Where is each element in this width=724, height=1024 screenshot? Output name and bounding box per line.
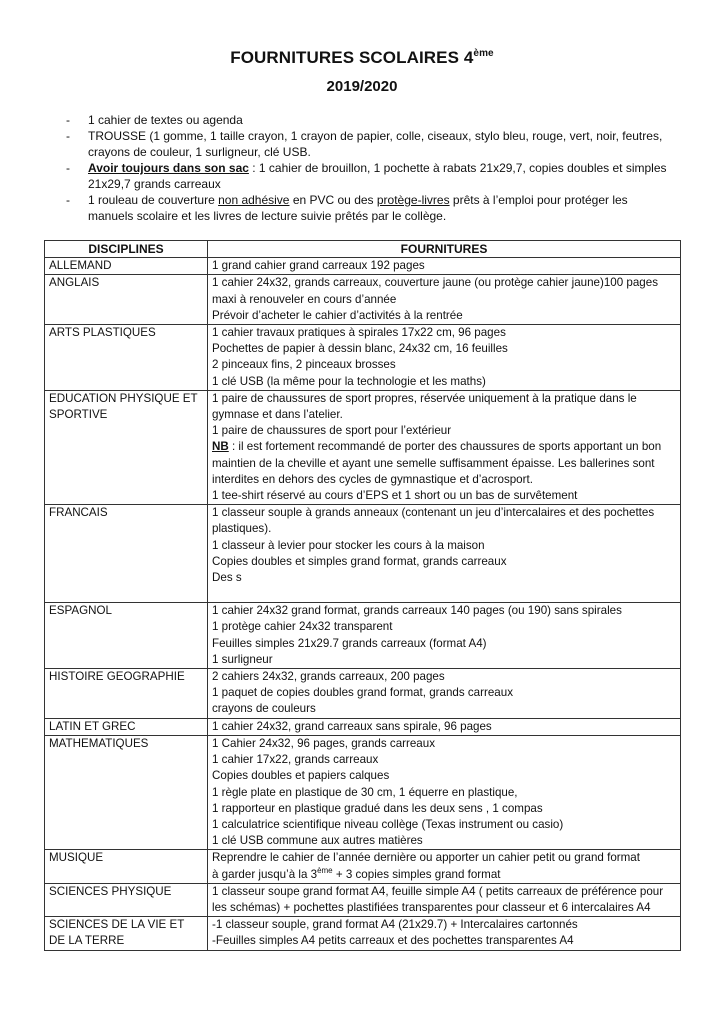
- supply-line: [212, 867, 676, 883]
- supplies-cell: [208, 603, 681, 669]
- intro-item-text: TROUSSE (1 gomme, 1 taille crayon, 1 crayon de papier, colle, ciseaux, stylo bleu, rouge, vert, noir, feutres, crayons de couleur, 1 surligneur, clé USB.: [88, 129, 663, 159]
- supplies-cell: [208, 917, 681, 950]
- supply-line: 2 cahiers 24x32, grands carreaux, 200 pages: [212, 670, 445, 684]
- nb-label: NB: [212, 440, 229, 454]
- intro-item: [66, 112, 676, 128]
- table-row: [45, 275, 681, 325]
- supplies-cell: [208, 850, 681, 883]
- header-fournitures: FOURNITURES: [208, 241, 681, 258]
- intro-underlined: non adhésive: [218, 193, 290, 207]
- discipline-cell: FRANCAIS: [45, 505, 208, 603]
- supply-line: 1 calculatrice scientifique niveau collège (Texas instrument ou casio): [212, 817, 564, 831]
- header-disciplines: DISCIPLINES: [45, 241, 208, 258]
- supplies-cell: [208, 390, 681, 504]
- school-year: 2019/2020: [326, 78, 398, 95]
- intro-item: [66, 128, 676, 160]
- discipline-cell: ANGLAIS: [45, 275, 208, 325]
- intro-item-text: 1 cahier de textes ou agenda: [88, 113, 243, 127]
- ordinal-superscript: ème: [317, 865, 333, 875]
- discipline-cell: HISTOIRE GEOGRAPHIE: [45, 669, 208, 719]
- table-row: [45, 718, 681, 735]
- supply-line: 1 tee-shirt réservé au cours d’EPS et 1 short ou un bas de survêtement: [212, 489, 578, 503]
- supply-line: Reprendre le cahier de l’année dernière ou apporter un cahier petit ou grand format: [212, 851, 640, 865]
- discipline-cell: SCIENCES PHYSIQUE: [45, 883, 208, 916]
- intro-item-text: en PVC ou des: [289, 193, 377, 207]
- supply-line: -1 classeur souple, grand format A4 (21x29.7) + Intercalaires cartonnés: [212, 918, 578, 932]
- supply-line: Prévoir d’acheter le cahier d’activités à la rentrée: [212, 308, 463, 322]
- supply-line: -Feuilles simples A4 petits carreaux et des pochettes transparentes A4: [212, 934, 574, 948]
- supplies-cell: [208, 735, 681, 849]
- intro-item-text: 1 rouleau de couverture: [88, 193, 219, 207]
- intro-emphasis: Avoir toujours dans son sac: [88, 161, 249, 175]
- supply-line: 1 cahier 17x22, grands carreaux: [212, 753, 379, 767]
- supply-line: 1 paquet de copies doubles grand format, grands carreaux: [212, 686, 513, 700]
- supply-line: 1 paire de chaussures de sport pour l’extérieur: [212, 424, 452, 438]
- discipline-cell: ALLEMAND: [45, 258, 208, 275]
- supplies-cell: [208, 505, 681, 603]
- supply-line: 1 classeur souple à grands anneaux (contenant un jeu d’intercalaires et des pochettes plastiques).: [212, 506, 655, 536]
- discipline-cell: EDUCATION PHYSIQUE ET SPORTIVE: [45, 390, 208, 504]
- supplies-cell: [208, 258, 681, 275]
- intro-item-text: : 1 cahier de brouillon, 1 pochette à rabats 21x29,7, copies doubles et simples 21x29,7 grands carreaux: [88, 161, 667, 191]
- table-row: [45, 390, 681, 504]
- supply-line: 1 clé USB (la même pour la technologie et les maths): [212, 374, 486, 388]
- intro-underlined: protège-livres: [376, 193, 450, 207]
- discipline-cell: MUSIQUE: [45, 850, 208, 883]
- table-row: [45, 505, 681, 603]
- title-text: FOURNITURES SCOLAIRES 4: [230, 48, 474, 67]
- supply-line: Feuilles simples 21x29.7 grands carreaux (format A4): [212, 636, 487, 650]
- supply-line: crayons de couleurs: [212, 702, 316, 716]
- supply-text: + 3 copies simples grand format: [332, 867, 501, 881]
- discipline-cell: ARTS PLASTIQUES: [45, 325, 208, 391]
- page-title: [0, 48, 724, 68]
- blank-line: [212, 586, 676, 602]
- discipline-cell: MATHEMATIQUES: [45, 735, 208, 849]
- table-row: [45, 850, 681, 883]
- supplies-cell: [208, 275, 681, 325]
- supply-line: 1 règle plate en plastique de 30 cm, 1 équerre en plastique,: [212, 785, 518, 799]
- title-superscript: ème: [473, 48, 494, 59]
- supply-line: 1 cahier 24x32 grand format, grands carreaux 140 pages (ou 190) sans spirales: [212, 604, 622, 618]
- supplies-cell: [208, 325, 681, 391]
- intro-item: [66, 160, 676, 192]
- supply-line: 1 classeur à levier pour stocker les cours à la maison: [212, 538, 485, 552]
- supply-line: 1 surligneur: [212, 652, 273, 666]
- supply-text: à garder jusqu’à la 3: [212, 867, 318, 881]
- supply-line: Copies doubles et papiers calques: [212, 769, 390, 783]
- discipline-cell: ESPAGNOL: [45, 603, 208, 669]
- table-row: [45, 258, 681, 275]
- supply-line: [212, 439, 676, 488]
- intro-item: [66, 192, 676, 224]
- supply-line: Des s: [212, 571, 242, 585]
- table-row: [45, 917, 681, 950]
- supply-line: 1 grand cahier grand carreaux 192 pages: [212, 259, 425, 273]
- table-row: [45, 883, 681, 916]
- supply-line: 1 classeur soupe grand format A4, feuille simple A4 ( petits carreaux de préférence pour les schémas) + pochettes plastifiées transparentes pour classeur et 6 intercalaires A4: [212, 884, 664, 914]
- supply-line: Copies doubles et simples grand format, grands carreaux: [212, 554, 507, 568]
- table-row: [45, 669, 681, 719]
- supply-line: Pochettes de papier à dessin blanc, 24x32 cm, 16 feuilles: [212, 342, 508, 356]
- supply-line: 2 pinceaux fins, 2 pinceaux brosses: [212, 358, 396, 372]
- supplies-cell: [208, 883, 681, 916]
- supply-line: 1 cahier 24x32, grand carreaux sans spirale, 96 pages: [212, 719, 492, 733]
- supply-line: 1 cahier 24x32, grands carreaux, couverture jaune (ou protège cahier jaune)100 pages maxi à renouveler en cours d’année: [212, 276, 659, 306]
- supplies-cell: [208, 669, 681, 719]
- discipline-cell: LATIN ET GREC: [45, 718, 208, 735]
- supply-line: 1 clé USB commune aux autres matières: [212, 834, 423, 848]
- supplies-table: [44, 240, 681, 951]
- discipline-cell: SCIENCES DE LA VIE ET DE LA TERRE: [45, 917, 208, 950]
- supply-line: 1 protège cahier 24x32 transparent: [212, 620, 393, 634]
- nb-text: : il est fortement recommandé de porter des chaussures de sports apportant un bon maintien de la cheville et ayant une semelle suffisamment épaisse. Les ballerines sont interdites en dehors des cycles de gymnastique et d’acrosport.: [212, 440, 662, 486]
- supply-line: 1 Cahier 24x32, 96 pages, grands carreaux: [212, 736, 435, 750]
- table-row: [45, 603, 681, 669]
- intro-list: [66, 112, 676, 224]
- supply-line: 1 paire de chaussures de sport propres, réservée uniquement à la pratique dans le gymnase et dans l’atelier.: [212, 391, 637, 422]
- supplies-cell: [208, 718, 681, 735]
- supply-line: 1 cahier travaux pratiques à spirales 17x22 cm, 96 pages: [212, 326, 506, 340]
- table-header-row: [45, 241, 681, 258]
- table-row: [45, 325, 681, 391]
- table-row: [45, 735, 681, 849]
- supply-line: 1 rapporteur en plastique gradué dans les deux sens , 1 compas: [212, 801, 543, 815]
- intro-item-text: prêts à l’emploi pour protéger les manuels scolaire et les livres de lecture suivie prêtés par le collège.: [88, 193, 628, 223]
